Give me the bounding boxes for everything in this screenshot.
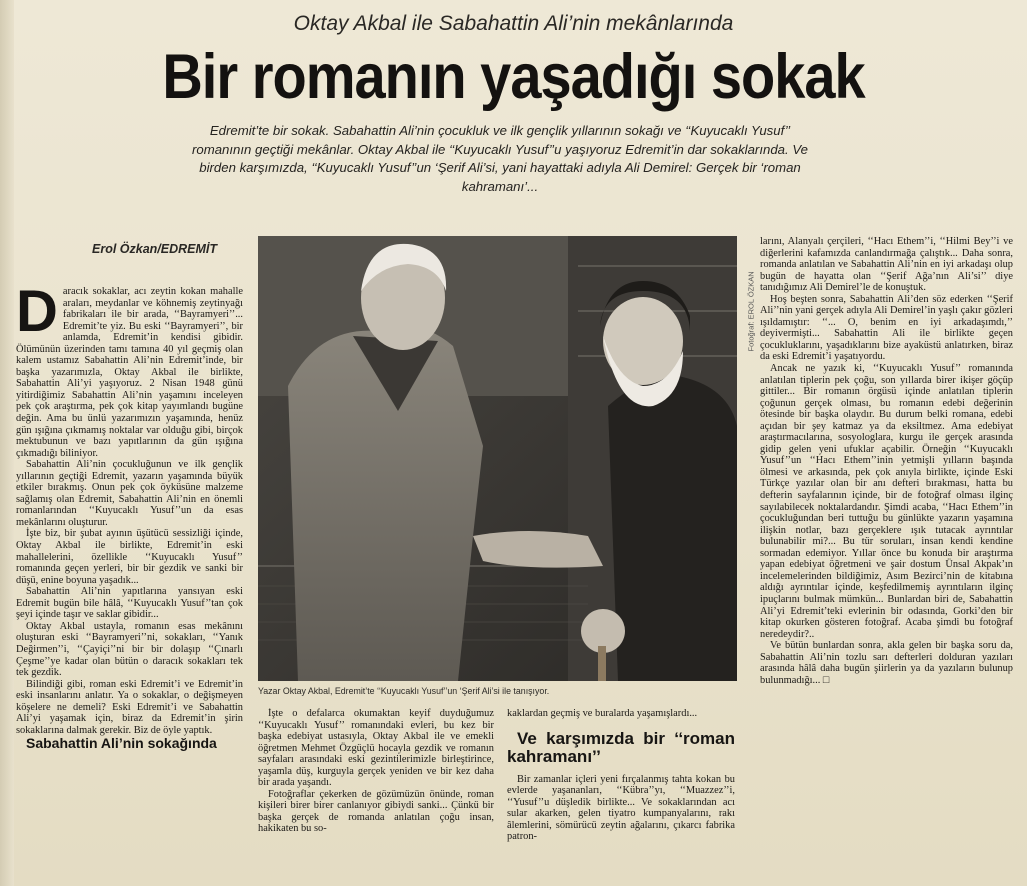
subheading: Sabahattin Ali’nin sokağında: [26, 735, 217, 752]
paragraph: kaklardan geçmiş ve buralarda yaşamışlardı...: [507, 708, 698, 719]
deck: Edremit’te bir sokak. Sabahattin Ali’nin çocukluk ve ilk gençlik yıllarının sokağı ve ‘‘Kuyucaklı Yusuf’’ romanının geçtiği mekânlar. Oktay Akbal ile ‘‘Kuyucaklı Yusuf’’u yaşıyoruz Edremit’in dar sokaklarında. Ve birden karşımızda, ‘‘Kuyucaklı Yusuf’’un ‘Şerif Ali’si, yani hayattaki adıyla Ali Demirel: Gerçek bir ‘roman kahramanı’...: [192, 123, 808, 194]
supertitle: Oktay Akbal ile Sabahattin Ali’nin mekânlarında: [293, 12, 734, 35]
paragraph: Hoş beşten sonra, Sabahattin Ali’den söz ederken ‘‘Şerif Ali’’nin yani gerçek adıyla Ali Demirel’in yaşlı çakır gözleri ışıldamıştır: ‘‘... O, benim en iyi arkadaşımdı,’’ deyivermişti... Sabahattin Ali ile birlikte geçen çocukluklarını, yaşadıklarını bize ayaküstü anlatırken, biraz da eski Edremit’i yaşatıyordu.: [760, 293, 1013, 363]
article-photo: [258, 236, 737, 681]
paragraph: Fotoğraflar çekerken de gözümüzün önünde, roman kişileri birer birer canlanıyor gibiydi sanki... Çünkü bir başka gerçek de romanda anlatılan çoğu insan, hakikaten bu so-: [258, 788, 494, 835]
article-column-4: [760, 236, 1013, 884]
paragraph: Oktay Akbal ustayla, romanın esas mekânını oluşturan eski ‘‘Bayramyeri’’ni, sokakları, ‘‘Yanık Değirmen’’i, ‘‘Çayiçi’’ni bir bir dolaşıp ‘‘Çınarlı Çeşme’’ye kadar olan bütün o daracık sokakları tek tek gezdik.: [16, 620, 243, 679]
paragraph: İşte biz, bir şubat ayının üşütücü sessizliği içinde, Oktay Akbal ile birlikte, Edremit’in eski mahallelerini, özellikle ‘‘Kuyucaklı Yusuf’’ romanında geçen yerleri, bir bir gezdik ve sanki bir düşü, enine boyuna yaşadık...: [16, 528, 243, 586]
paragraph: Ancak ne yazık ki, ‘‘Kuyucaklı Yusuf’’ romanında anlatılan tiplerin pek çoğu, son yıllarda birer ikişer göçüp gittiler... Bir romanın örgüsü içinde anlatılan tiplerin çoğunun gerçek olması, bu romanın edebi değerinin ötesinde bir başka olaydır. Bu durum belki romana, edebi açıdan bir şey katmaz ya da eksiltmez. Ama edebiyat araştırmacılarına, sosyologlara, kurgu ile gerçek arasında gidip gelen yeni ufuklar açabilir. Örneğin ‘‘Kuyucaklı Yusuf’’un ‘‘Hacı Ethem’’inin yetmişli yılların başında ölmesi ve arkasında, pek çok anıyla birlikte, içinde Eski Türkçe yazılar olan bir anı defteri bırakması, hatta bu defterin sayfalarının içinde, bir de fotoğraf olması ilginç sayılabilecek noktalardandır. Şimdi acaba, ‘‘Hacı Ethem’’in çocukluğundan beri tuttuğu bu günlükte yazarın yaşamına ilişkin notlar, bazı gerçeklere ışık tutacak ayrıntılar bulunabilir mi?... Bu tür soruları, insan kendi kendine sormadan edemiyor. Yıllar önce bu konuda bir araştırma yapan edebiyat öğretmeni ve şair dostum Ünsal Akpak’ın incelemelerinden bildiğimiz, Asım Bezirci’nin de kitabına aldığı ayrıntılar içinde, keşfedilmemiş ayrıntıların ilginç ipuçlarını bulmak mümkün... Bunlardan biri de, Sabahattin Ali’yi Edremit’teki evlerinin bir odasında, Gorki’den bir kitap okurken gösteren fotoğraf. Acaba şimdi bu fotoğraf neredeydir?..: [760, 363, 1013, 640]
paragraph: Daracık sokaklar, acı zeytin kokan mahalle araları, meydanlar ve köhnemiş zeytinyağı fabrikaları ile bir arada, ‘‘Bayramyeri’’... Edremit’te yiz. Bu eski ‘‘Bayramyeri’’, bir anlamda, Edremit’in kendisi gibidir. Ölümünün üzerinden tamı tamına 40 yıl geçmiş olan kalem ustamız Sabahattin Ali’nin Edremit’inde, bir başka yazarımızla, Oktay Akbal ile birlikte, Sabahattin Ali’yi yaşıyoruz. 2 Nisan 1948 günü yitirdiğimiz Sabahattin Ali’nin yaşamını inceleyen pek çok araştırma, pek çok kitap yayımlandı bugüne değin. Ama bu ünlü yazarımızın yaşamında, henüz gün ışığına çıkmamış noktalar var olduğu gibi, birçok mektubunun ve bazı yapıtlarının da gün ışığına çıkmadığı biliniyor.: [16, 286, 243, 459]
photo-image: [258, 236, 737, 681]
paragraph: Sabahattin Ali’nin çocukluğunun ve ilk gençlik yıllarının geçtiği Edremit, yazarın yaşamında büyük etkiler bırakmış. Onun pek çok öyküsüne malzeme sağlamış olan Edremit, Sabahattin Ali’nin en önemli romanlarından ‘‘Kuyucaklı Yusuf’’un da esas mekânlarını oluşturur.: [16, 459, 243, 528]
headline: Bir romanın yaşadığı sokak: [162, 41, 865, 112]
article-column-3: [507, 708, 735, 884]
paragraph: Bilindiği gibi, roman eski Edremit’i ve Edremit’in eski insanlarını anlatır. Ya o sokaklar, o değişmeyen köşelere ne demeli? Eski Edremit’i ve Sabahattin Ali’yi yaşamak için, biraz da Edremit’in şirin sokaklarına dalmak gerekir. Biz de öyle yaptık.: [16, 678, 243, 736]
paragraph: larını, Alanyalı çerçileri, ‘‘Hacı Ethem’’i, ‘‘Hilmi Bey’’i ve diğerlerini kafamızda canlandırmağa çalıştık... Daha sonra, romanda anlatılan ve Sabahattin Ali’nin en iyi arkadaşı olup bugün de hayatta olan ‘‘Şerif Ağa’nın Ali’si’’ diye tanıdığımız Ali Demirel’le de konuştuk.: [760, 236, 1013, 294]
photo-caption: Yazar Oktay Akbal, Edremit’te ‘‘Kuyucaklı Yusuf’’un ‘Şerif Ali’si ile tanışıyor.: [258, 686, 550, 697]
paragraph: Ve bütün bunlardan sonra, akla gelen bir başka soru da, Sabahattin Ali’nin tozlu sarı defterleri dolduran yazıları arasında hâlâ daha bugün şiirlerin ya da yazıların bulunup bulunmadığı... □: [760, 640, 1013, 686]
paragraph: Sabahattin Ali’nin yapıtlarına yansıyan eski Edremit bugün bile hâlâ, ‘‘Kuyucaklı Yusuf’’tan çok şeyi içinde taşır ve saklar gibidir...: [16, 586, 243, 621]
subheading: Ve karşımızda bir ‘‘roman kahramanı’’: [507, 728, 735, 766]
photo-credit: Fotoğraf: EROL ÖZKAN: [746, 271, 756, 352]
paragraph: Bir zamanlar içleri yeni fırçalanmış tahta kokan bu evlerde yaşananları, ‘‘Kübra’’yı, ‘‘Muazzez’’i, ‘‘Yusuf’’u düşledik birlikte... Ve sokaklarından acı sular akarken, gelen tiyatro kumpanyalarını, rakı âlemlerini, sömürücü zeytin ağalarını, çıkarcı fabrika patron-: [507, 773, 735, 843]
page-edge: [0, 0, 14, 886]
article-column-1: [16, 286, 243, 884]
dropcap: D: [16, 286, 58, 344]
byline: Erol Özkan/EDREMİT: [92, 242, 218, 256]
paragraph: İşte o defalarca okumaktan keyif duyduğumuz ‘‘Kuyucaklı Yusuf’’ romanındaki evleri, bu kez bir başka edebiyat ustasıyla, Oktay Akbal ile ve emekli öğretmen Mehmet Özgüçlü hocayla gezdik ve romanın sayfaları arasındaki eski gezintilerimizle birleştirince, yaşamla düş, kurguyla gerçek yeniden ve bir kez daha bir arada yaşandı.: [258, 708, 494, 789]
article-column-2: [258, 708, 494, 884]
